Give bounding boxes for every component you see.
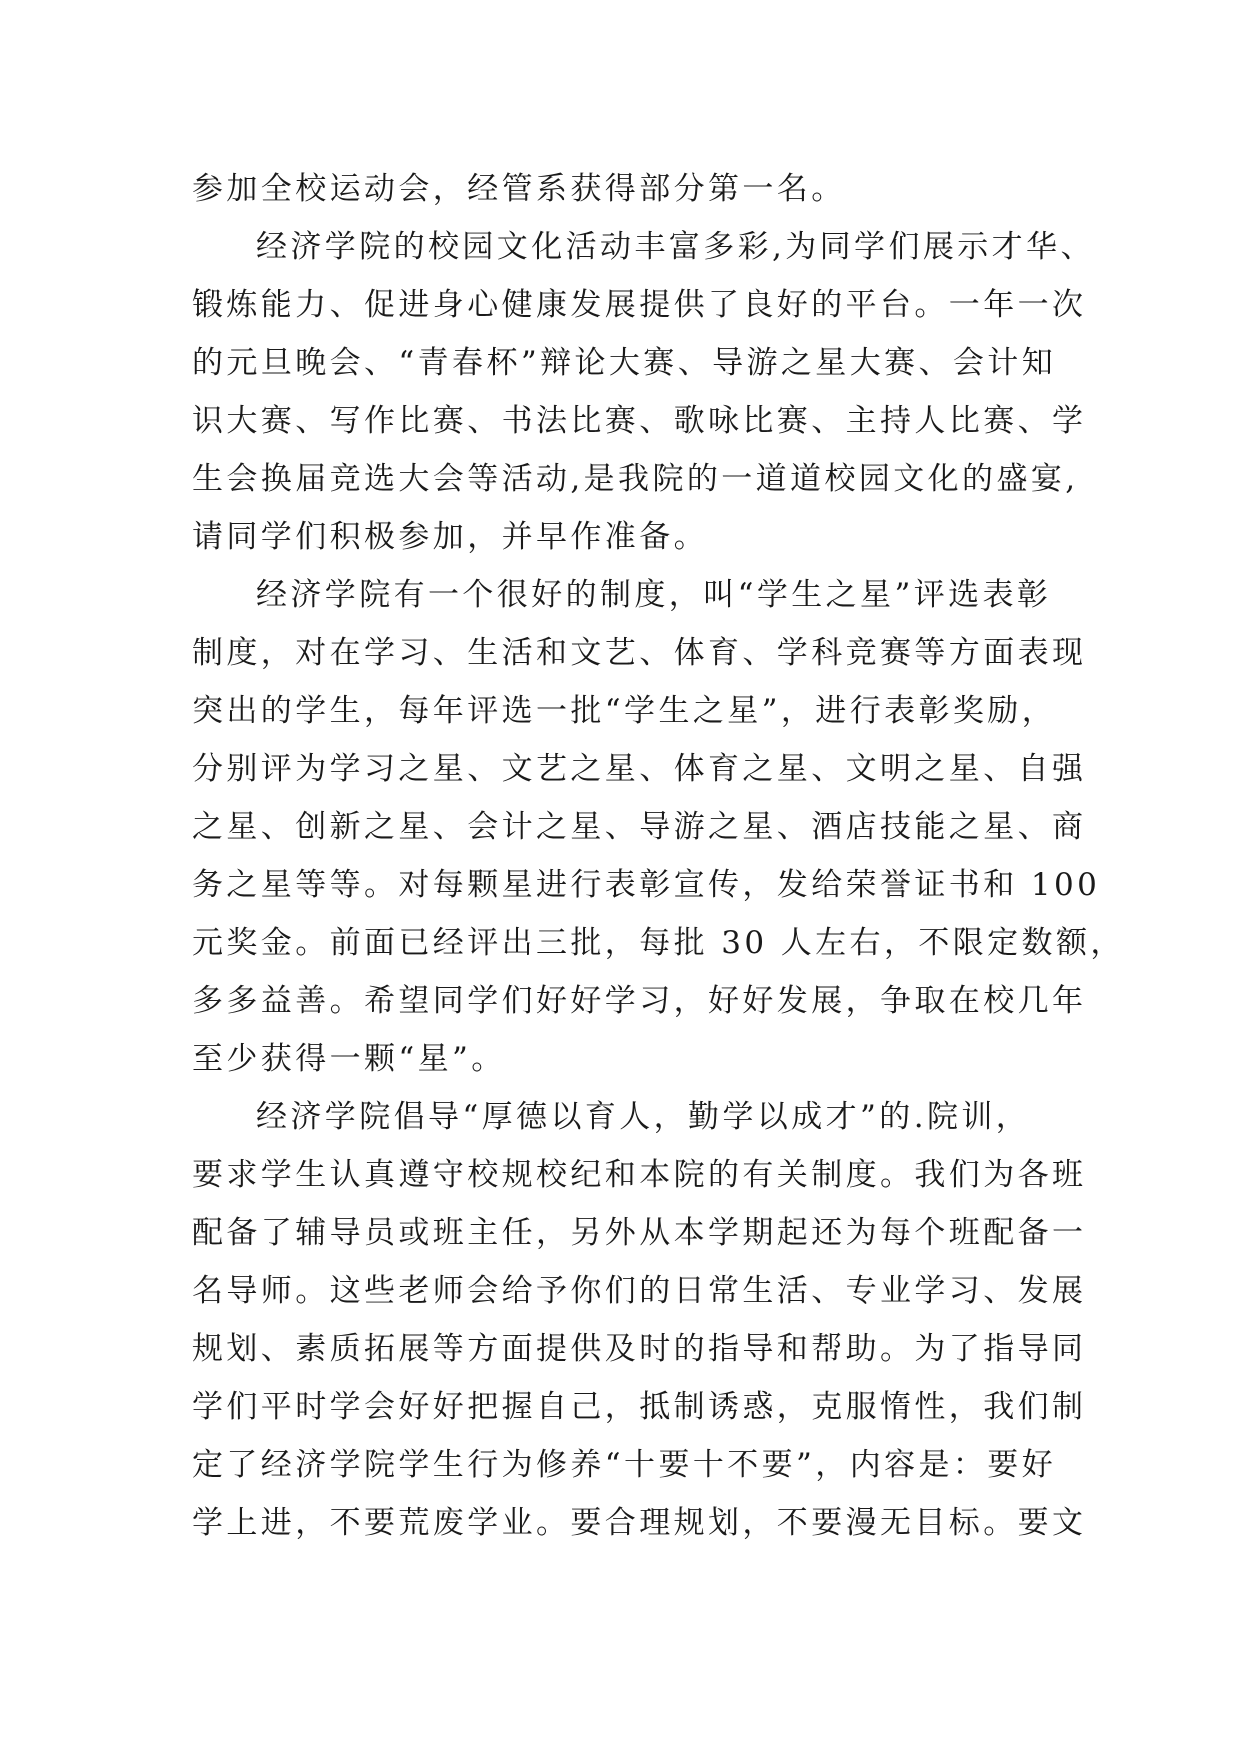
text-line: 学上进，不要荒废学业。要合理规划，不要漫无目标。要文 <box>192 1505 1087 1541</box>
text-line: 生会换届竞选大会等活动,是我院的一道道校园文化的盛宴, <box>192 461 1079 497</box>
text-line: 配备了辅导员或班主任，另外从本学期起还为每个班配备一 <box>192 1215 1087 1251</box>
text-line: 务之星等等。对每颗星进行表彰宣传，发给荣誉证书和 100 <box>192 867 1101 903</box>
text-line: 定了经济学院学生行为修养“十要十不要”，内容是：要好 <box>192 1447 1057 1483</box>
paragraph-start-line: 经济学院的校园文化活动丰富多彩,为同学们展示才华、 <box>256 229 1095 265</box>
text-line: 制度，对在学习、生活和文艺、体育、学科竞赛等方面表现 <box>192 635 1087 671</box>
text-line: 突出的学生，每年评选一批“学生之星”，进行表彰奖励， <box>192 693 1057 729</box>
text-line: 锻炼能力、促进身心健康发展提供了良好的平台。一年一次 <box>192 287 1087 323</box>
text-line: 至少获得一颗“星”。 <box>192 1041 506 1077</box>
text-line: 名导师。这些老师会给予你们的日常生活、专业学习、发展 <box>192 1273 1087 1309</box>
body-text <box>192 160 1125 1552</box>
text-line: 的元旦晚会、“青春杯”辩论大赛、导游之星大赛、会计知 <box>192 345 1057 381</box>
text-line: 学们平时学会好好把握自己，抵制诱惑，克服惰性，我们制 <box>192 1389 1087 1425</box>
text-line: 之星、创新之星、会计之星、导游之星、酒店技能之星、商 <box>192 809 1087 845</box>
paragraph-start-line: 经济学院倡导“厚德以育人，勤学以成才”的.院训， <box>256 1099 1031 1135</box>
text-line: 规划、素质拓展等方面提供及时的指导和帮助。为了指导同 <box>192 1331 1087 1367</box>
text-line: 识大赛、写作比赛、书法比赛、歌咏比赛、主持人比赛、学 <box>192 403 1087 439</box>
text-line: 参加全校运动会，经管系获得部分第一名。 <box>192 171 846 207</box>
text-line: 元奖金。前面已经评出三批，每批 30 人左右，不限定数额， <box>192 925 1125 961</box>
text-line: 分别评为学习之星、文艺之星、体育之星、文明之星、自强 <box>192 751 1087 787</box>
text-line: 请同学们积极参加，并早作准备。 <box>192 519 708 555</box>
paragraph-start-line: 经济学院有一个很好的制度，叫“学生之星”评选表彰 <box>256 577 1052 613</box>
text-line: 要求学生认真遵守校规校纪和本院的有关制度。我们为各班 <box>192 1157 1087 1193</box>
text-line: 多多益善。希望同学们好好学习，好好发展，争取在校几年 <box>192 983 1087 1019</box>
